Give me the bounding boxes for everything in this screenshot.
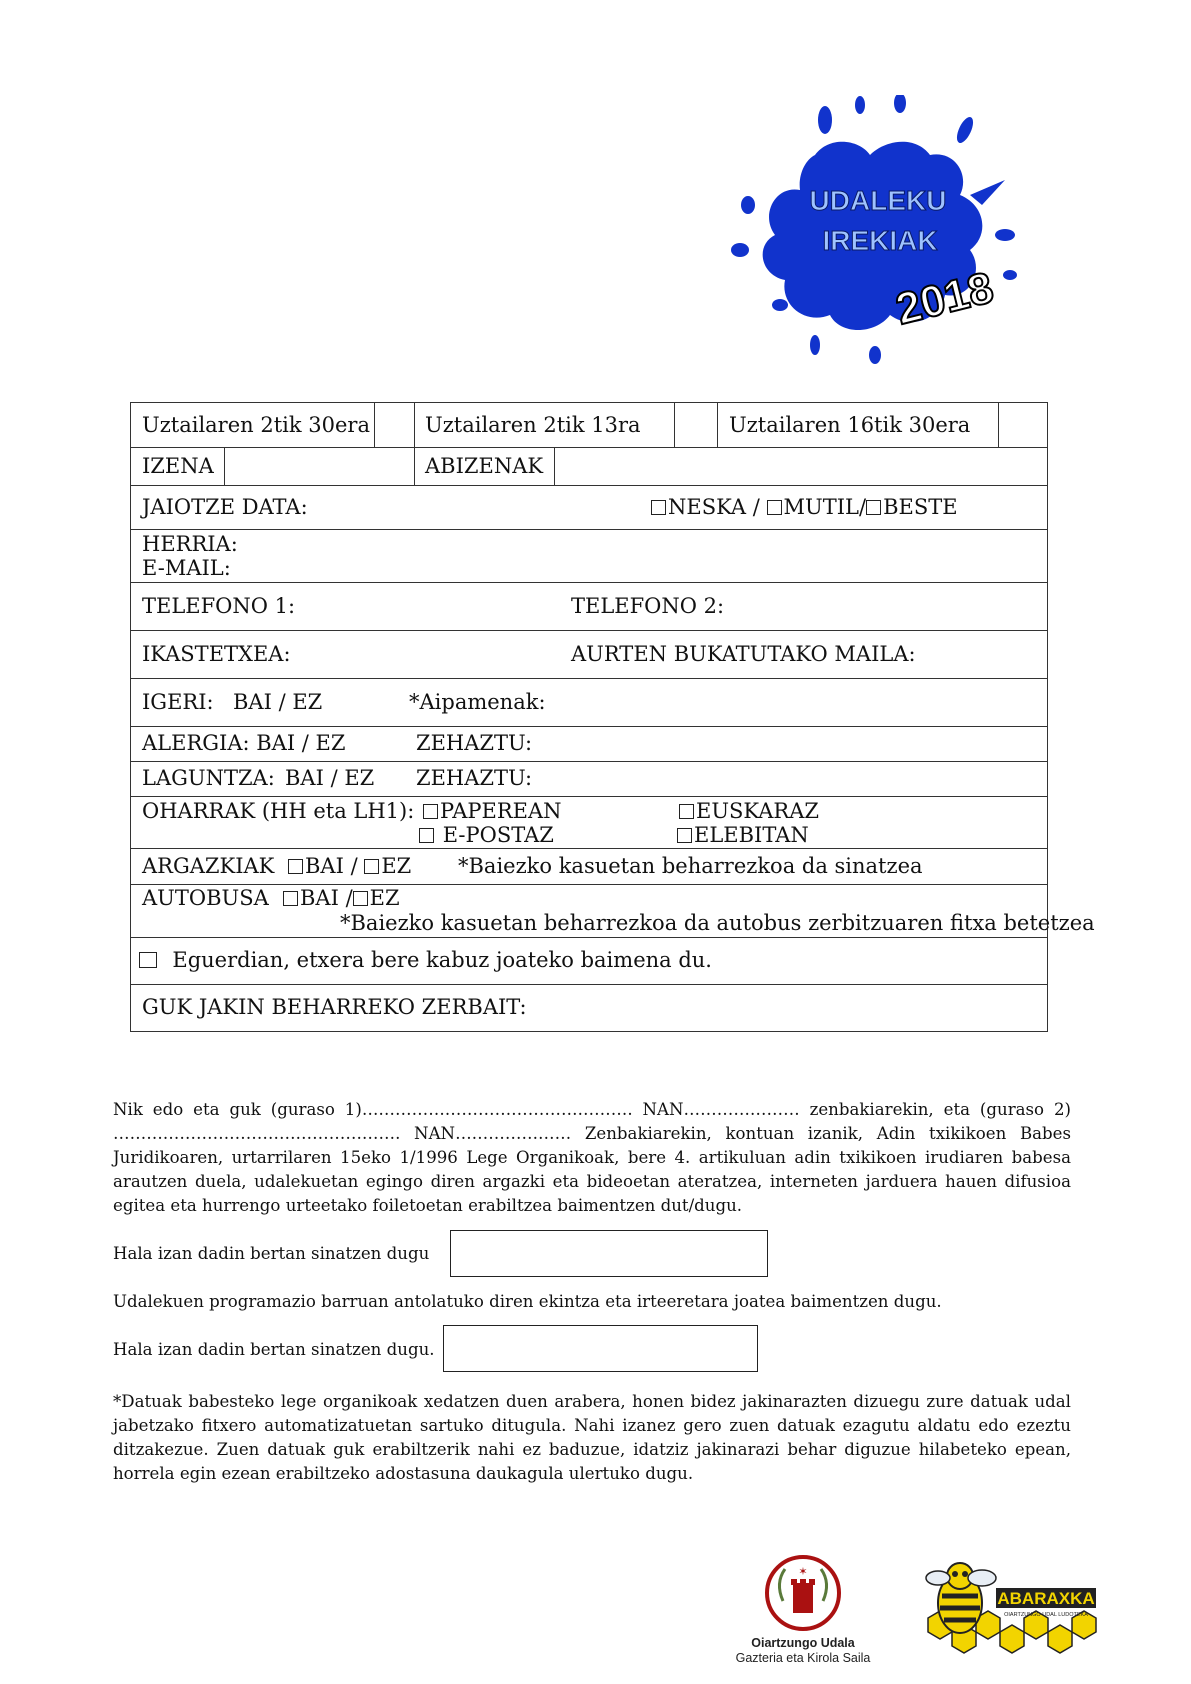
argazkiak-row bbox=[131, 849, 1047, 885]
period-3-label: Uztailaren 16tik 30era bbox=[729, 413, 971, 437]
logo-line1: UDALEKU bbox=[809, 185, 947, 216]
period-3-checkbox[interactable] bbox=[998, 403, 1036, 447]
telefono1-label: TELEFONO 1: bbox=[142, 594, 296, 618]
argazkiak-note: *Baiezko kasuetan beharrezkoa da sinatzea bbox=[458, 854, 923, 878]
programa-text: Udalekuen programazio barruan antolatuko diren ekintza eta irteeretara joatea baimentzen dugu. bbox=[113, 1292, 942, 1311]
paperean-checkbox[interactable] bbox=[423, 804, 438, 819]
eguerdian-label: Eguerdian, etxera bere kabuz joateko baimena du. bbox=[172, 948, 712, 972]
herria-label: HERRIA: bbox=[142, 532, 238, 556]
zehaztu-alergia-label: ZEHAZTU: bbox=[416, 731, 533, 755]
guk-jakin-row bbox=[131, 985, 1047, 1031]
signature-box-2[interactable] bbox=[443, 1325, 758, 1372]
name-row bbox=[131, 448, 1047, 486]
guk-jakin-label: GUK JAKIN BEHARREKO ZERBAIT: bbox=[142, 995, 527, 1019]
euskaraz-checkbox[interactable] bbox=[679, 804, 694, 819]
euskaraz-label: EUSKARAZ bbox=[696, 799, 819, 823]
datuak-paragraph: *Datuak babesteko lege organikoak xedatzen duen arabera, honen bidez jakinarazten dizuegu zure datuak udal jabetzako fitxero automatizatuetan sartuko ditugula. Nahi izanez gero zuen datuak ezagutu aldatu edo ezeztu ditzakezue. Zuen datuak guk erabiltzerik nahi ez baduzue, idatziz jakinarazi behar diguzue hilabeteko epean, horrela egin ezean erabiltzeko adostasuna daukagula ulertuko dugu. bbox=[113, 1392, 1071, 1483]
argazkiak-bai-label: BAI / bbox=[305, 854, 358, 878]
epostaz-label: E-POSTAZ bbox=[442, 823, 554, 847]
logo-line2: IREKIAK bbox=[822, 225, 938, 256]
beste-label: BESTE bbox=[883, 495, 958, 519]
mutil-checkbox[interactable] bbox=[767, 500, 782, 515]
igeri-options[interactable]: BAI / EZ bbox=[233, 690, 323, 714]
abizenak-label: ABIZENAK bbox=[425, 454, 544, 478]
autobusa-row bbox=[131, 885, 1095, 938]
logo-year: 2018 bbox=[891, 262, 999, 335]
laguntza-options[interactable]: BAI / EZ bbox=[285, 766, 375, 790]
birth-row bbox=[131, 486, 1047, 530]
gender-options bbox=[651, 495, 958, 519]
elebitan-label: ELEBITAN bbox=[694, 823, 809, 847]
laguntza-row bbox=[131, 762, 1047, 797]
abaraxka-subtitle: OIARTZUNGO UDAL LUDOTEKA bbox=[1004, 1612, 1088, 1618]
oharrak-label: OHARRAK (HH eta LH1): bbox=[142, 799, 415, 823]
period-1-checkbox[interactable] bbox=[374, 403, 415, 447]
paperean-label: PAPEREAN bbox=[440, 799, 562, 823]
eguerdian-checkbox[interactable] bbox=[139, 952, 157, 968]
school-row bbox=[131, 631, 1047, 679]
mutil-label: MUTIL/ bbox=[783, 495, 867, 519]
period-1-label: Uztailaren 2tik 30era bbox=[142, 413, 370, 437]
sign1-label: Hala izan dadin bertan sinatzen dugu bbox=[113, 1244, 430, 1263]
telefono2-label: TELEFONO 2: bbox=[571, 594, 725, 618]
ikastetxea-label: IKASTETXEA: bbox=[142, 642, 291, 666]
zehaztu-laguntza-label: ZEHAZTU: bbox=[416, 766, 533, 790]
izena-field[interactable] bbox=[224, 448, 415, 485]
period-2-cell bbox=[414, 403, 675, 447]
period-1-cell bbox=[131, 403, 375, 447]
oiartzun-line2: Gazteria eta Kirola Saila bbox=[735, 1651, 871, 1665]
herria-email-row bbox=[131, 530, 1047, 583]
phone-row bbox=[131, 583, 1047, 631]
autobusa-bai-checkbox[interactable] bbox=[283, 891, 298, 906]
aipamenak-label: *Aipamenak: bbox=[409, 690, 546, 714]
beste-checkbox[interactable] bbox=[866, 500, 881, 515]
laguntza-label: LAGUNTZA: bbox=[142, 766, 275, 790]
period-2-checkbox[interactable] bbox=[674, 403, 718, 447]
maila-label: AURTEN BUKATUTAKO MAILA: bbox=[571, 642, 916, 666]
alergia-label[interactable]: ALERGIA: BAI / EZ bbox=[142, 731, 346, 755]
igeri-row bbox=[131, 679, 1047, 727]
argazkiak-label: ARGAZKIAK bbox=[142, 854, 275, 878]
signature-box-1[interactable] bbox=[450, 1230, 768, 1277]
period-2-label: Uztailaren 2tik 13ra bbox=[425, 413, 641, 437]
autobusa-bai-label: BAI / bbox=[300, 886, 353, 910]
argazkiak-bai-checkbox[interactable] bbox=[288, 859, 303, 874]
abizenak-field[interactable] bbox=[554, 448, 1047, 485]
oiartzun-line1: Oiartzungo Udala bbox=[751, 1636, 855, 1650]
period-row bbox=[131, 403, 1047, 448]
registration-form bbox=[130, 402, 1095, 1032]
izena-label: IZENA bbox=[142, 454, 214, 478]
argazkiak-ez-checkbox[interactable] bbox=[364, 859, 379, 874]
eguerdian-row bbox=[131, 938, 1047, 985]
argazkiak-ez-label: EZ bbox=[381, 854, 412, 878]
period-3-cell bbox=[717, 403, 999, 447]
oharrak-row bbox=[131, 797, 1047, 849]
autobusa-label: AUTOBUSA bbox=[142, 886, 269, 910]
sign2-label: Hala izan dadin bertan sinatzen dugu. bbox=[113, 1340, 435, 1359]
autobusa-note: *Baiezko kasuetan beharrezkoa da autobus zerbitzuaren fitxa betetzea bbox=[340, 911, 1095, 935]
neska-checkbox[interactable] bbox=[651, 500, 666, 515]
igeri-label: IGERI: bbox=[142, 690, 214, 714]
oiartzun-crest-icon bbox=[763, 1553, 843, 1633]
abaraxka-name: ABARAXKA bbox=[997, 1589, 1095, 1608]
autobusa-ez-checkbox[interactable] bbox=[353, 891, 368, 906]
svg-text:✶: ✶ bbox=[798, 1565, 808, 1578]
udaleku-irekiak-logo bbox=[720, 95, 1040, 370]
autobusa-ez-label: EZ bbox=[369, 886, 400, 910]
alergia-row bbox=[131, 727, 1047, 762]
neska-label: NESKA / bbox=[668, 495, 760, 519]
jaiotze-data-label: JAIOTZE DATA: bbox=[142, 495, 308, 519]
email-label: E-MAIL: bbox=[142, 556, 231, 580]
consent-paragraph: Nik edo eta guk (guraso 1)…………………………………………. NAN………………… zenbakiarekin, eta (guraso 2) ……………………………………………. NAN………………… Zenbakiarekin, kontuan izanik, Adin txikikoen Babes Juridikoaren, urtarrilaren 15eko 1/1996 Lege Organikoak, bere 4. artikuluan adin txikikoen irudiaren babesa arautzen duela, udalekuetan egingo diren argazki eta bideoetan ateratzea, interneten jarduera hauen difusioa egitea eta hurrengo urteetako foiletoetan erabiltzea baimentzen dut/dugu. bbox=[113, 1100, 1071, 1215]
epostaz-checkbox[interactable] bbox=[419, 828, 434, 843]
elebitan-checkbox[interactable] bbox=[677, 828, 692, 843]
abaraxka-logo bbox=[918, 1558, 1098, 1658]
